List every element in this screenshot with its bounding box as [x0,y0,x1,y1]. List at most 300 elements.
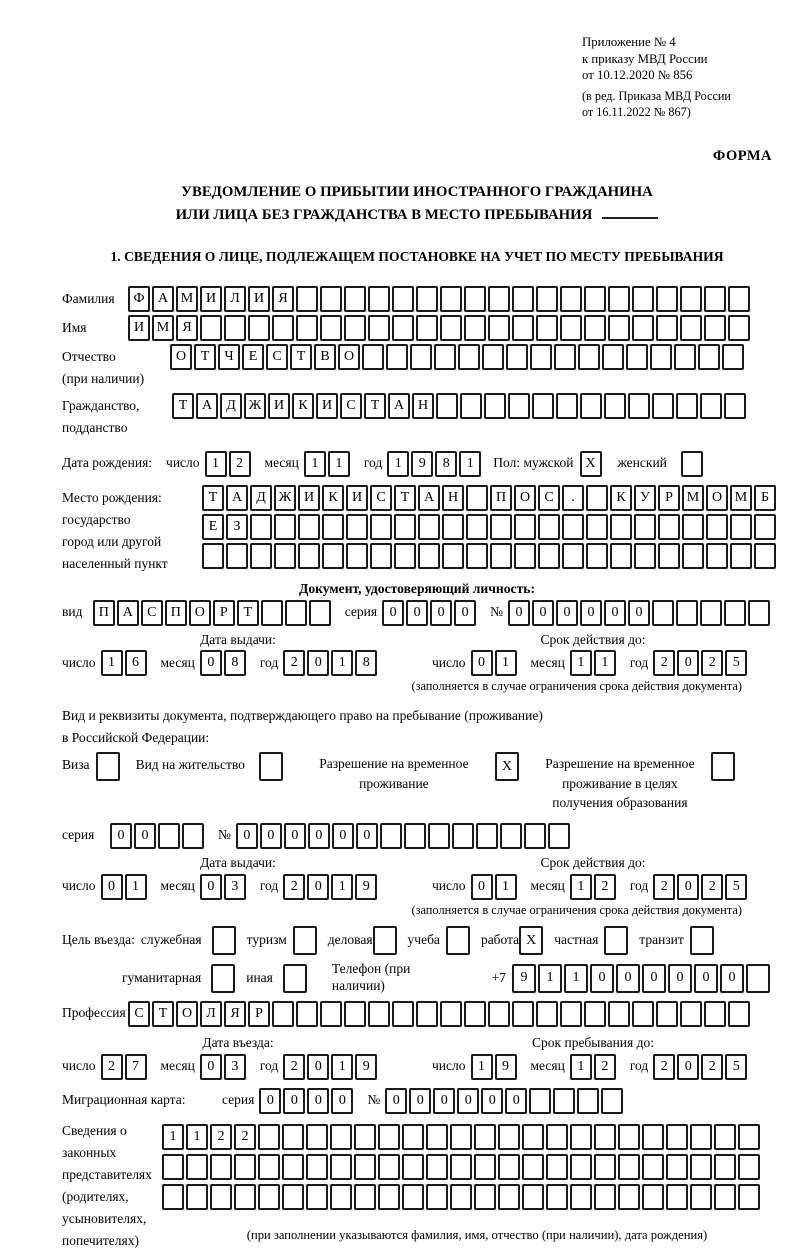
form-cell [186,1154,208,1180]
visit-purpose-label: Цель въезда: [62,932,135,948]
form-cell [322,543,344,569]
form-cell [706,543,728,569]
form-cell: . [562,485,584,511]
sex-male-checkbox [580,451,604,477]
form-cell: А [388,393,410,419]
form-cell [634,543,656,569]
form-cell [724,600,746,626]
doc-issue-year-cells [283,650,379,676]
form-cell [378,1124,400,1150]
form-cell [498,1184,520,1210]
form-cell: 0 [471,650,493,676]
form-cell [330,1124,352,1150]
form-cell [562,543,584,569]
form-cell [484,393,506,419]
representatives-note: (при заполнении указываются фамилия, имя, отчество (при наличии), дата рождения) [246,1227,708,1242]
permit-valid-day-cells [471,874,519,900]
form-cell [354,1124,376,1150]
form-cell [392,286,414,312]
form-cell: 3 [224,1054,246,1080]
form-cell [202,543,224,569]
form-cell: 1 [125,874,147,900]
form-cell [690,1154,712,1180]
form-cell [306,1154,328,1180]
sex-female-checkbox [681,451,705,477]
form-cell [652,393,674,419]
form-cell: К [322,485,344,511]
form-cell: 0 [283,1088,305,1114]
form-cell: 6 [125,650,147,676]
form-cell [162,1154,184,1180]
purpose-private-label: частная [554,932,599,948]
form-cell: 0 [406,600,428,626]
form-cell [274,543,296,569]
form-cell [330,1184,352,1210]
form-cell [656,1001,678,1027]
form-cell: Т [364,393,386,419]
purpose-work-label: работа [480,932,520,948]
form-cell: Ж [274,485,296,511]
form-cell: Т [202,485,224,511]
form-cell: У [634,485,656,511]
form-cell [656,286,678,312]
form-cell [560,286,582,312]
option-residence-permit [136,752,285,813]
form-cell [536,1001,558,1027]
form-cell: 0 [677,650,699,676]
form-cell [211,964,235,993]
form-cell: 0 [134,823,156,849]
form-cell: А [196,393,218,419]
form-cell: Д [220,393,242,419]
permit-number-cells [236,823,572,849]
form-cell: Ж [244,393,266,419]
form-cell [674,344,696,370]
month-label: месяц [530,654,565,670]
form-cell: 1 [570,650,592,676]
form-cell [370,543,392,569]
form-cell: 0 [433,1088,455,1114]
year-label: год [629,878,649,894]
representatives-row-1 [162,1124,762,1150]
form-cell: И [346,485,368,511]
form-cell: С [128,1001,150,1027]
form-cell [440,286,462,312]
form-cell [283,964,307,993]
form-cell [392,1001,414,1027]
form-cell: 0 [590,964,614,993]
form-cell [602,344,624,370]
form-cell [577,1088,599,1114]
form-cell [529,1088,551,1114]
form-cell [282,1184,304,1210]
edition-line: от 16.11.2022 № 867) [582,104,691,119]
permit-valid-until-heading: Срок действия до: [540,854,646,870]
purpose-study-checkbox [446,926,472,955]
form-cell [285,600,307,626]
permit-valid-year-cells [653,874,749,900]
form-cell [261,600,283,626]
form-cell [666,1184,688,1210]
form-cell: О [176,1001,198,1027]
form-cell: 2 [283,874,305,900]
form-cell [586,485,608,511]
stay-year-cells [653,1054,749,1080]
form-cell [658,543,680,569]
form-cell: 0 [307,1054,329,1080]
form-cell: О [189,600,211,626]
representatives-label-line: попечителях) [62,1232,139,1248]
year-label: год [629,654,649,670]
appendix-line: Приложение № 4 [582,35,676,49]
restriction-note: (заполняется в случае ограничения срока действия документа) [411,679,742,694]
form-cell: 1 [594,650,616,676]
form-cell [536,315,558,341]
form-cell: М [152,315,174,341]
form-cell [426,1124,448,1150]
form-cell [306,1184,328,1210]
form-cell [234,1184,256,1210]
form-cell: Е [202,514,224,540]
form-cell [530,344,552,370]
form-cell [601,1088,623,1114]
form-cell: Р [213,600,235,626]
form-cell [474,1184,496,1210]
form-cell [634,514,656,540]
form-cell: 7 [125,1054,147,1080]
phone-cells [512,964,772,993]
form-cell [738,1184,760,1210]
form-cell [354,1154,376,1180]
form-cell [248,315,270,341]
form-cell: 1 [495,874,517,900]
form-cell [536,286,558,312]
form-cell [210,1154,232,1180]
form-cell: Т [152,1001,174,1027]
form-cell: З [226,514,248,540]
form-cell [642,1124,664,1150]
representatives-label-line: (родителях, [62,1188,129,1204]
form-cell [498,1154,520,1180]
migration-number-cells [385,1088,625,1114]
phone-prefix: +7 [491,969,506,985]
form-cell [508,393,530,419]
migration-card-label: Миграционная карта: [62,1092,186,1108]
profession-cells [128,1001,752,1027]
doc-kind-cells [93,600,333,626]
month-label: месяц [160,1058,195,1074]
form-cell: Р [658,485,680,511]
form-cell [344,286,366,312]
form-cell: 2 [234,1124,256,1150]
form-cell: 0 [694,964,718,993]
form-cell [608,315,630,341]
representatives-label-line: усыновителях, [62,1210,147,1226]
section1-heading: 1. СВЕДЕНИЯ О ЛИЦЕ, ПОДЛЕЖАЩЕМ ПОСТАНОВКЕ НА УЧЕТ ПО МЕСТУ ПРЕБЫВАНИЯ [110,248,724,264]
form-cell [746,964,770,993]
form-cell: И [316,393,338,419]
form-cell [498,1124,520,1150]
stay-month-cells [570,1054,618,1080]
form-cell [182,823,204,849]
form-cell: 0 [332,823,354,849]
month-label: месяц [530,1058,565,1074]
form-cell [442,514,464,540]
form-cell [690,926,714,955]
form-cell [482,344,504,370]
form-cell [488,315,510,341]
form-cell: 0 [642,964,666,993]
form-cell [700,600,722,626]
form-cell: 2 [653,650,675,676]
form-cell: Л [200,1001,222,1027]
form-cell [724,393,746,419]
form-cell: 0 [284,823,306,849]
form-cell [594,1184,616,1210]
form-cell [610,514,632,540]
doc-number-sign: № [490,604,503,620]
form-cell [434,344,456,370]
form-cell [754,514,776,540]
representatives-label-line: представителях [62,1166,152,1182]
form-cell: 0 [471,874,493,900]
form-cell [578,344,600,370]
form-cell [464,1001,486,1027]
form-cell [594,1154,616,1180]
form-cell [722,344,744,370]
sex-female-label: женский [617,455,667,471]
form-cell: 1 [162,1124,184,1150]
form-cell: 1 [331,1054,353,1080]
year-label: год [363,455,383,471]
permit-series-cells [110,823,206,849]
form-cell [632,315,654,341]
form-cell: 1 [387,451,409,477]
patronymic-cells [170,344,746,370]
form-cell: 0 [481,1088,503,1114]
purpose-business-label: деловая [327,932,373,948]
form-cell: 2 [594,1054,616,1080]
doc-valid-year-cells [653,650,749,676]
form-cell: 0 [356,823,378,849]
month-label: месяц [530,878,565,894]
form-cell: 5 [725,1054,747,1080]
appendix-block [582,34,772,121]
form-cell [258,1154,280,1180]
form-cell [234,1154,256,1180]
form-cell [464,286,486,312]
form-cell [346,514,368,540]
form-cell [490,543,512,569]
form-cell: К [610,485,632,511]
form-cell [458,344,480,370]
form-cell [656,315,678,341]
form-cell: 8 [355,650,377,676]
form-cell [416,286,438,312]
form-cell [416,315,438,341]
form-cell [738,1124,760,1150]
form-cell [658,514,680,540]
form-cell [562,514,584,540]
form-cell: Б [754,485,776,511]
form-cell [450,1154,472,1180]
day-label: число [432,1058,466,1074]
birthplace-label-line: государство [62,511,131,527]
form-cell: 8 [435,451,457,477]
form-cell [309,600,331,626]
form-cell: 0 [236,823,258,849]
form-cell: 0 [260,823,282,849]
form-cell [706,514,728,540]
form-cell [594,1124,616,1150]
form-cell [394,543,416,569]
form-cell [546,1184,568,1210]
form-cell [450,1184,472,1210]
form-cell [440,1001,462,1027]
form-cell [570,1124,592,1150]
form-cell: 0 [580,600,602,626]
form-cell: О [338,344,360,370]
form-cell: 0 [628,600,650,626]
form-cell [532,393,554,419]
entry-month-cells [200,1054,248,1080]
form-cell [466,485,488,511]
form-cell: 0 [307,650,329,676]
firstname-label: Имя [62,319,87,335]
form-cell [680,1001,702,1027]
form-cell: 2 [594,874,616,900]
form-cell: 0 [101,874,123,900]
form-cell [748,600,770,626]
identity-doc-heading: Документ, удостоверяющий личность: [299,580,535,596]
form-cell: П [93,600,115,626]
option-residence-permit-label: Вид на жительство [135,757,245,773]
doc-valid-until-heading: Срок действия до: [540,631,646,647]
birthplace-label [62,485,202,575]
doc-series-cells [382,600,478,626]
birth-day-cells [205,451,253,477]
form-cell [386,344,408,370]
form-cell: Л [224,286,246,312]
form-cell: 2 [229,451,251,477]
form-cell [618,1184,640,1210]
purpose-other-label: иная [246,969,273,985]
form-cell [560,315,582,341]
profession-label: Профессия [62,1005,126,1021]
form-cell: Т [172,393,194,419]
purpose-business-checkbox [373,926,399,955]
form-cell: М [730,485,752,511]
form-cell [714,1184,736,1210]
form-cell [512,286,534,312]
form-cell [754,543,776,569]
form-cell: 5 [725,874,747,900]
form-cell: 1 [570,1054,592,1080]
form-cell: 1 [186,1124,208,1150]
form-cell: Е [242,344,264,370]
form-cell [711,752,735,781]
form-cell [322,514,344,540]
form-cell: 0 [720,964,744,993]
form-cell: В [314,344,336,370]
form-cell [452,823,474,849]
citizenship-cells [172,393,748,419]
form-cell [378,1184,400,1210]
form-cell: 2 [701,650,723,676]
form-cell: 1 [101,650,123,676]
form-cell [298,514,320,540]
form-cell: 0 [308,823,330,849]
form-cell: 0 [385,1088,407,1114]
form-cell: 0 [200,874,222,900]
permit-number-sign: № [218,827,231,843]
form-cell: Я [176,315,198,341]
form-cell: 0 [307,1088,329,1114]
form-cell [466,514,488,540]
form-cell [330,1154,352,1180]
form-cell: Р [248,1001,270,1027]
permit-intro-line2: в Российской Федерации: [62,729,210,745]
form-cell [428,823,450,849]
entry-date-heading: Дата въезда: [202,1034,274,1050]
birth-month-cells [304,451,352,477]
birth-year-cells [387,451,483,477]
permit-valid-month-cells [570,874,618,900]
form-cell [608,286,630,312]
form-cell [392,315,414,341]
form-cell: А [152,286,174,312]
form-cell [446,926,470,955]
form-cell [676,600,698,626]
form-cell [212,926,236,955]
form-cell [402,1154,424,1180]
day-label: число [166,455,200,471]
form-cell: 1 [471,1054,493,1080]
form-cell: 8 [224,650,246,676]
form-cell [522,1184,544,1210]
form-cell: С [266,344,288,370]
form-cell [402,1124,424,1150]
form-cell [296,286,318,312]
form-cell [676,393,698,419]
appendix-line: к приказу МВД России [582,51,708,66]
form-cell [580,393,602,419]
year-label: год [259,1058,279,1074]
birthplace-row-3 [202,543,778,569]
form-cell [442,543,464,569]
form-cell [714,1124,736,1150]
form-cell: 1 [570,874,592,900]
form-cell [681,451,703,477]
permit-issue-month-cells [200,874,248,900]
purpose-private-checkbox [604,926,630,955]
purpose-humanitarian-checkbox [211,964,237,993]
form-cell: Ч [218,344,240,370]
form-cell: 0 [454,600,476,626]
form-cell: 0 [556,600,578,626]
form-cell [618,1154,640,1180]
form-cell: 0 [110,823,132,849]
form-cell: Н [412,393,434,419]
form-cell [474,1124,496,1150]
option-residence-permit-checkbox [259,752,285,781]
day-label: число [432,654,466,670]
form-cell [738,1154,760,1180]
form-cell [476,823,498,849]
form-cell: О [514,485,536,511]
doc-valid-day-cells [471,650,519,676]
form-cell: А [226,485,248,511]
